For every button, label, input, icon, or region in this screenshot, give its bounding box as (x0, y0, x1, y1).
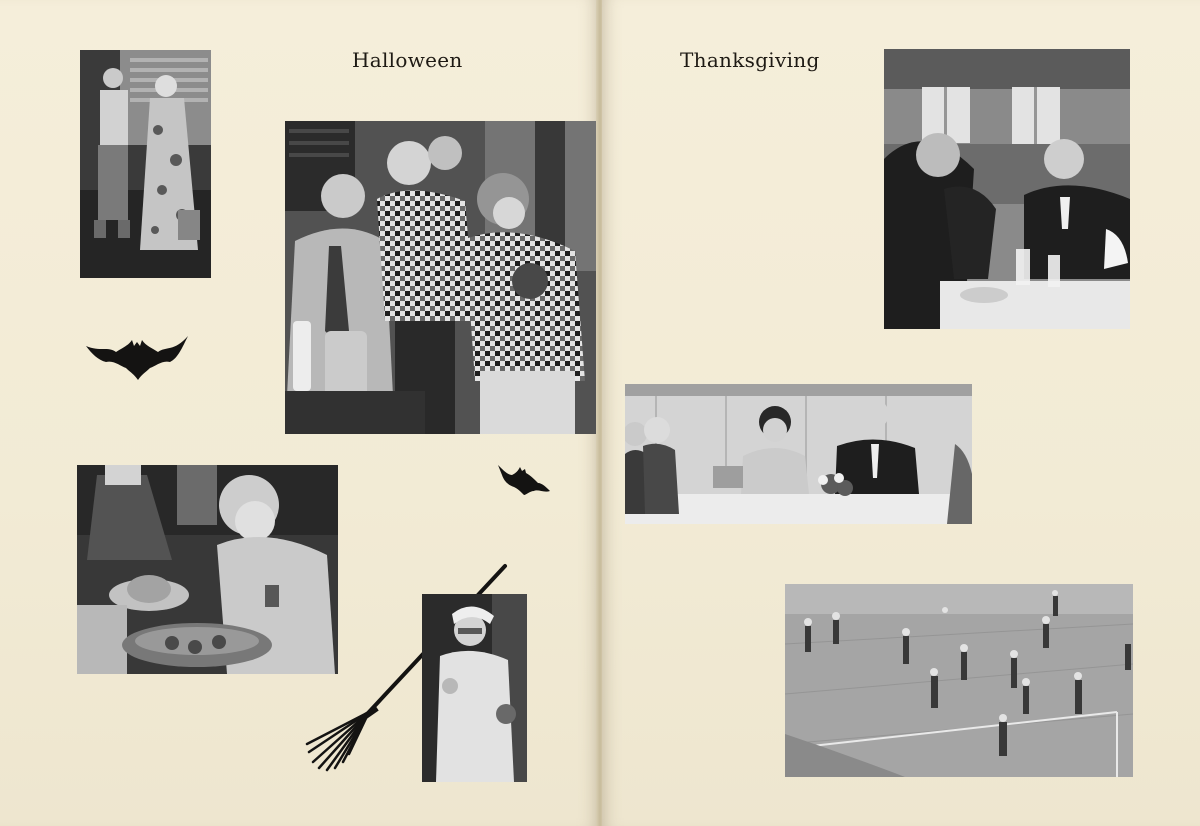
bat-icon (86, 332, 188, 380)
photo-bobbing-for-apples (77, 465, 338, 674)
small-bat-icon (498, 461, 550, 495)
right-page (602, 0, 1200, 826)
photo-football-game (785, 584, 1133, 777)
photo-head-table (625, 384, 972, 524)
photo-checkered-group (285, 121, 597, 434)
halloween-heading: Halloween (352, 48, 463, 72)
left-page (0, 0, 598, 826)
photo-costume-pair (80, 50, 211, 278)
photo-dinner-table (884, 49, 1130, 329)
thanksgiving-heading: Thanksgiving (680, 48, 820, 72)
photo-kerchief-girl (422, 594, 527, 782)
